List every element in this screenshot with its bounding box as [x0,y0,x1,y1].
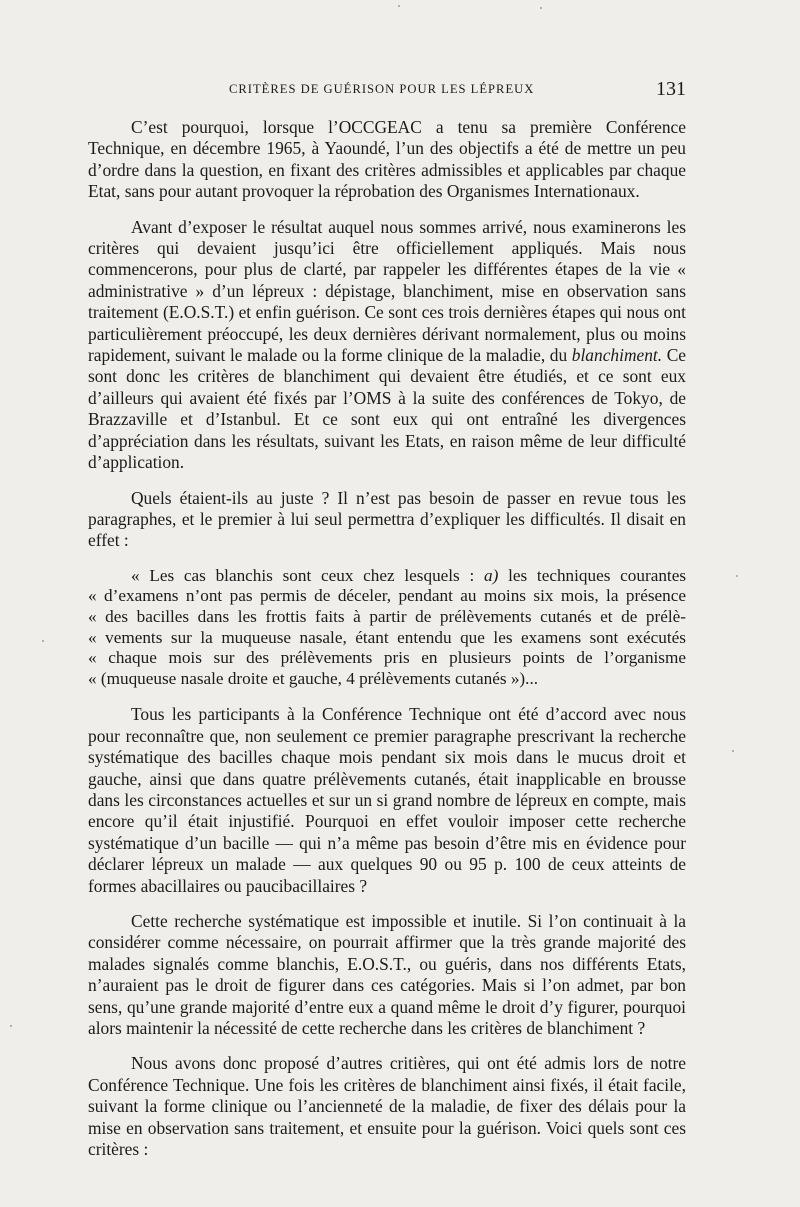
quoted-definition [88,566,686,690]
scan-speck [736,575,738,577]
paragraph-participants-agreement: Tous les participants à la Conférence Technique ont été d’accord avec nous pour reconnaître que, non seulement ce premier paragraphe prescrivant la recherche systématique des bacilles chaque mois pendant six mois dans le mucus droit et gauche, ainsi que dans quatre prélèvements cutanés, était inapplicable en brousse dans les circonstances actuelles et sur un si grand nombre de lépreux en compte, mais encore qu’il était injustifié. Pourquoi en effet vouloir imposer cette recherche systématique d’un bacille — qui n’a même pas besoin d’être mis en évidence pour déclarer lépreux un malade — aux quelques 90 ou 95 p. 100 de ceux atteints de formes abacillaires ou paucibacillaires ? [88,704,686,896]
quotation-line: « des bacilles dans les frottis faits à partir de prélèvements cutanés et de prélè- [88,606,686,626]
quotation-line: « (muqueuse nasale droite et gauche, 4 prélèvements cutanés »)... [88,668,539,688]
quotation-line: « Les cas blanchis sont ceux chez lesquels : a) les techniques courantes [131,565,687,585]
quotation-item-letter: a) [484,565,499,585]
page-header [88,78,686,104]
scan-speck [732,750,734,752]
scan-speck [42,640,44,642]
paragraph-criteria-question: Quels étaient-ils au juste ? Il n’est pas besoin de passer en revue tous les paragraphes, et le premier à lui seul permettra d’expliquer les difficultés. Il disait en effet : [88,487,686,551]
page-body [88,117,686,1174]
paragraph-proposed-criteria: Nous avons donc proposé d’autres critières, qui ont été admis lors de notre Conférence Technique. Une fois les critères de blanchiment ainsi fixés, il était facile, suivant la forme clinique ou l’ancienneté de la maladie, de fixer des délais pour la mise en observation sans traitement, et ensuite pour la guérison. Voici quels sont ces critères : [88,1053,686,1159]
paragraph-systematic-research: Cette recherche systématique est impossible et inutile. Si l’on continuait à la considérer comme nécessaire, on pourrait affirmer que la très grande majorité des malades signalés comme blanchis, E.O.S.T., ou guéris, dans nos différents Etats, n’auraient pas le droit de figurer dans ces catégories. Mais si l’on admet, par bon sens, qu’une grande majorité d’entre eux a quand même le droit d’y figurer, pourquoi alors maintenir la nécessité de cette recherche dans les critères de blanchiment ? [88,910,686,1038]
scan-speck [540,7,542,9]
scan-speck [398,5,400,7]
running-title: CRITÈRES DE GUÉRISON POUR LES LÉPREUX [229,82,535,96]
quotation-line: « d’examens n’ont pas permis de déceler, pendant au moins six mois, la présence [88,586,686,606]
emphasized-term: blanchiment. [571,345,663,366]
paragraph-text: Avant d’exposer le résultat auquel nous sommes arrivé, nous examinerons les critères qui devaient jusqu’ici être officiellement appliqués. Mais nous commencerons, pour plus de clarté, par rappeler les différentes étapes de la vie « administrative » d’un lépreux : dépistage, blanchiment, mise en observation sans traitement (E.O.S.T.) et enfin guérison. Ce sont ces trois dernières étapes qui nous ont particulièrement préoccupé, les deux dernières dérivant normalement, plus ou moins rapidement, suivant le malade ou la forme clinique de la maladie, du [88,216,686,366]
paragraph-occgeac-conference: C’est pourquoi, lorsque l’OCCGEAC a tenu sa première Conférence Technique, en décembre 1965, à Yaoundé, l’un des objectifs a été de mettre un peu d’ordre dans la question, en fixant des critères admissibles et applicables par chaque Etat, sans pour autant provoquer la réprobation des Organismes Internationaux. [88,117,686,202]
paragraph-criteria-stages [88,217,686,474]
scan-speck [10,1025,12,1027]
page-number: 131 [656,78,686,100]
quotation-line: « vements sur la muqueuse nasale, étant entendu que les examens sont exécutés [88,627,686,647]
paragraph-text: Ce sont donc les critères de blanchiment qui devaient être étudiés, et ce sont eux d’ailleurs qui avaient été fixés par l’OMS à la suite des conférences de Tokyo, de Brazzaville et d’Istanbul. Et ce sont eux qui ont entraîné les divergences d’appréciation dans les résultats, suivant les Etats, en raison même de leur difficulté d’application. [88,345,687,473]
quotation-line: « chaque mois sur des prélèvements pris en plusieurs points de l’organisme [88,648,686,668]
